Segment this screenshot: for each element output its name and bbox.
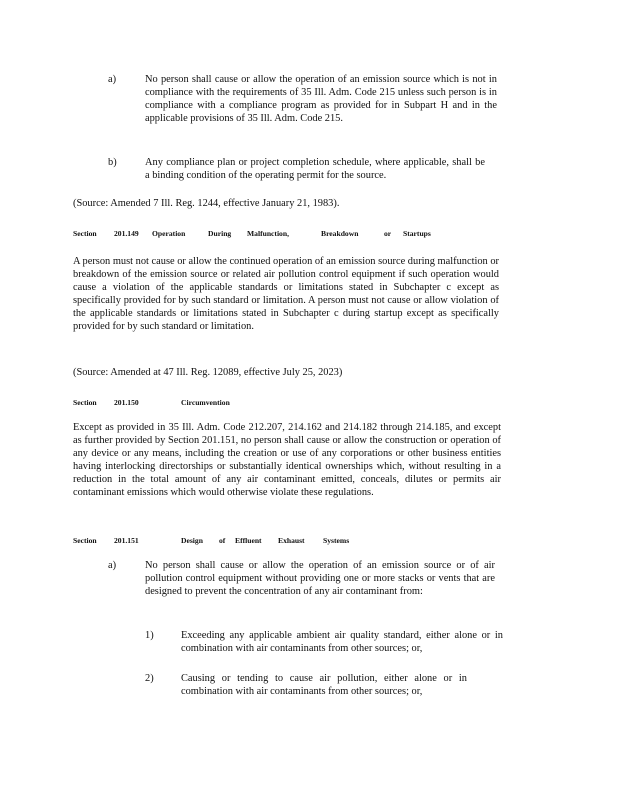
section-heading-201-150 xyxy=(73,398,373,408)
section-label: Section xyxy=(73,229,97,238)
section-title-word: Exhaust xyxy=(278,536,305,545)
item-b-text: Any compliance plan or project completion schedule, where applicable, shall be a binding condition of the operating permit for the source. xyxy=(145,157,485,181)
item-b-marker: b) xyxy=(108,157,117,168)
section-title-word: Startups xyxy=(403,229,431,238)
section-number: 201.149 xyxy=(114,229,139,238)
item-a-marker: a) xyxy=(108,74,117,85)
source-note-201-148: (Source: Amended 7 Ill. Reg. 1244, effective January 21, 1983). xyxy=(73,198,340,209)
section-number: 201.150 xyxy=(114,398,139,407)
section-heading-201-149 xyxy=(73,229,533,239)
section-title-word: Operation xyxy=(152,229,186,238)
source-note-201-149: (Source: Amended at 47 Ill. Reg. 12089, effective July 25, 2023) xyxy=(73,367,343,378)
item-2-text: Causing or tending to cause air pollution, either alone or in combination with air contaminants from other sources; or, xyxy=(181,673,467,697)
section-title-word: Effluent xyxy=(235,536,262,545)
section-label: Section xyxy=(73,398,97,407)
section-title-word: Breakdown xyxy=(321,229,359,238)
item-a-text: No person shall cause or allow the operation of an emission source or of air pollution control equipment without providing one or more stacks or vents that are designed to prevent the concentration of any air contaminant from: xyxy=(145,560,495,597)
section-title: Circumvention xyxy=(181,398,230,407)
section-body-201-149: A person must not cause or allow the continued operation of an emission source during malfunction or breakdown of the emission source or related air pollution control equipment if such operation would cause a violation of the applicable standards or limitations stated in Subchapter c except as specifically provided for by such standard or limitation. A person must not cause or allow violation of the applicable standards or limitations stated in Subchapter c during startup except as specifically provided for by such standard or limitation. xyxy=(73,256,499,332)
section-title-word: or xyxy=(384,229,392,238)
item-a-marker: a) xyxy=(108,560,117,571)
section-title-word: Systems xyxy=(323,536,350,545)
section-body-201-150: Except as provided in 35 Ill. Adm. Code 212.207, 214.162 and 214.182 through 214.185, and except as further provided by Section 201.151, no person shall cause or allow the construction or operation of any device or any means, including the creation or use of any corporations or other business entities having interlocking directorships or substantially identical ownerships which, without resulting in a reduction in the total amount of any air contaminant emitted, conceals, dilutes or permits air contaminant emissions which would otherwise violate these regulations. xyxy=(73,422,501,498)
section-title-word: Malfunction, xyxy=(247,229,289,238)
section-title-word: of xyxy=(219,536,226,545)
section-heading-201-151 xyxy=(73,536,433,546)
section-title-word: Design xyxy=(181,536,203,545)
item-a-text: No person shall cause or allow the operation of an emission source which is not in compliance with the requirements of 35 Ill. Adm. Code 215 unless such person is in compliance with a compliance program as provided for in Subpart H and in the applicable provisions of 35 Ill. Adm. Code 215. xyxy=(145,74,497,124)
item-1-marker: 1) xyxy=(145,630,154,641)
section-title-word: During xyxy=(208,229,232,238)
section-number: 201.151 xyxy=(114,536,139,545)
item-2-marker: 2) xyxy=(145,673,154,684)
section-label: Section xyxy=(73,536,97,545)
item-1-text: Exceeding any applicable ambient air quality standard, either alone or in combination with air contaminants from other sources; or, xyxy=(181,630,503,654)
